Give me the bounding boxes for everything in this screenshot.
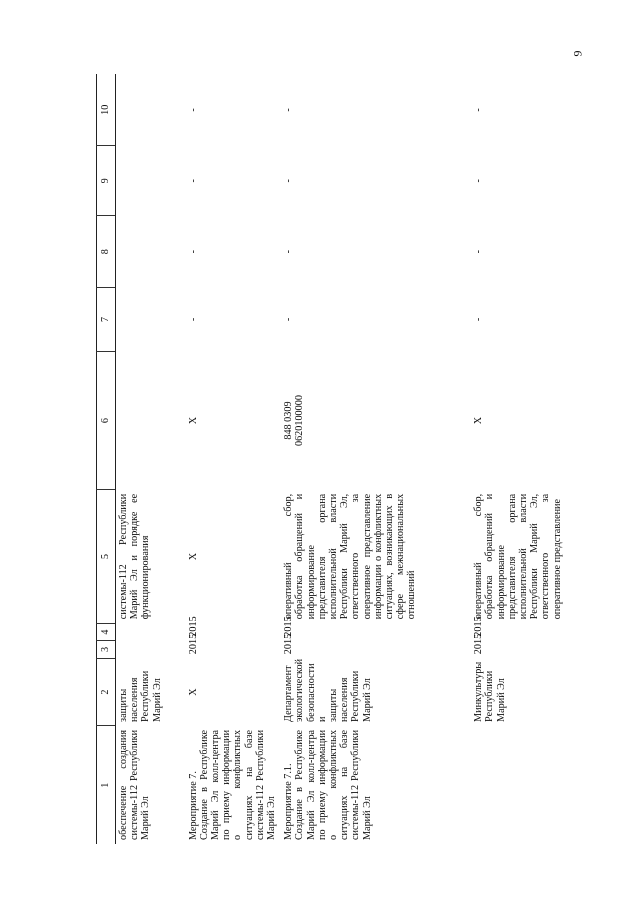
budget-code-cell: 848 0309 0620100000 (283, 395, 306, 446)
header-cell-4: 4 (97, 623, 116, 640)
budget-code-cell: X (473, 416, 485, 425)
value-cell-10: - (187, 108, 199, 112)
header-cell-1: 1 (97, 726, 116, 844)
table-row (281, 74, 471, 844)
value-cell-8: - (283, 249, 295, 254)
start-year-cell: 2015 (473, 633, 485, 655)
header-cell-7: 7 (97, 288, 116, 352)
header-row (97, 74, 116, 844)
value-cell-7 (116, 288, 186, 352)
value-cell-9: - (473, 179, 485, 183)
executor-cell: Минкультуры Республики Марий Эл (473, 661, 507, 722)
value-cell-9: - (283, 179, 295, 183)
end-year-cell: 2015 (187, 616, 199, 637)
header-cell-2: 2 (97, 658, 116, 726)
executor-cell: X (187, 688, 199, 696)
header-cell-5: 5 (97, 490, 116, 623)
measures-table (96, 74, 571, 844)
result-cell: системы-112 Республики Марий Эл и порядке ее функционирования (118, 493, 152, 620)
table-row (186, 74, 282, 844)
header-cell-3: 3 (97, 641, 116, 658)
value-cell-7: - (473, 317, 485, 322)
start-year-cell: 2015 (283, 633, 295, 655)
header-cell-9: 9 (97, 146, 116, 216)
result-cell: оперативный сбор, обработка обращений и информирование представителя органа исполнительной власти Республики Марий Эл, ответственного за оперативное представление (473, 493, 563, 620)
header-cell-8: 8 (97, 216, 116, 288)
value-cell-7: - (283, 317, 295, 322)
result-cell: X (187, 552, 199, 561)
header-cell-10: 10 (97, 74, 116, 146)
value-cell-8 (116, 216, 186, 288)
measure-name-cell: обеспечение создания системы-112 Республики Марий Эл (118, 729, 152, 840)
budget-code-cell (116, 351, 186, 490)
start-year-cell: 2015 (187, 633, 199, 655)
value-cell-7: - (187, 317, 199, 322)
executor-cell: защиты населения Республики Марий Эл (118, 670, 163, 722)
rotated-table-page (96, 74, 563, 844)
start-year-cell (116, 641, 186, 658)
end-year-cell (116, 623, 186, 640)
value-cell-10: - (473, 108, 485, 112)
page-number: 9 (570, 50, 585, 57)
value-cell-9: - (187, 179, 199, 183)
value-cell-8: - (473, 249, 485, 254)
value-cell-9 (116, 146, 186, 216)
end-year-cell: 2015 (283, 616, 295, 637)
table-row (116, 74, 186, 844)
table-row (471, 74, 571, 844)
executor-cell: Департамент экологической безопасности и защиты населения Республики Марий Эл (283, 658, 373, 722)
value-cell-10 (116, 74, 186, 146)
value-cell-10: - (283, 108, 295, 112)
measure-name-cell: Мероприятие 7. Создание в Республике Марий Эл колл-центра по приему информации о конфликтных ситуациях на базе системы-112 Республики Марий Эл (187, 729, 277, 840)
value-cell-8: - (187, 249, 199, 254)
measure-name-cell: Мероприятие 7.1. Создание в Республике Марий Эл колл-центра по приему информации о конфликтных ситуациях на базе системы-112 Республики Марий Эл (283, 729, 373, 840)
end-year-cell: 2015 (473, 616, 485, 637)
budget-code-cell: X (187, 416, 199, 425)
result-cell: оперативный сбор, обработка обращений и информирование представителя органа исполнительной власти Республики Марий Эл, ответственного за оперативное представление информации о конфликтных ситуациях, возникающих в сфере межнациональных отношений (283, 493, 418, 620)
measure-name-cell (471, 726, 571, 844)
header-cell-6: 6 (97, 351, 116, 490)
